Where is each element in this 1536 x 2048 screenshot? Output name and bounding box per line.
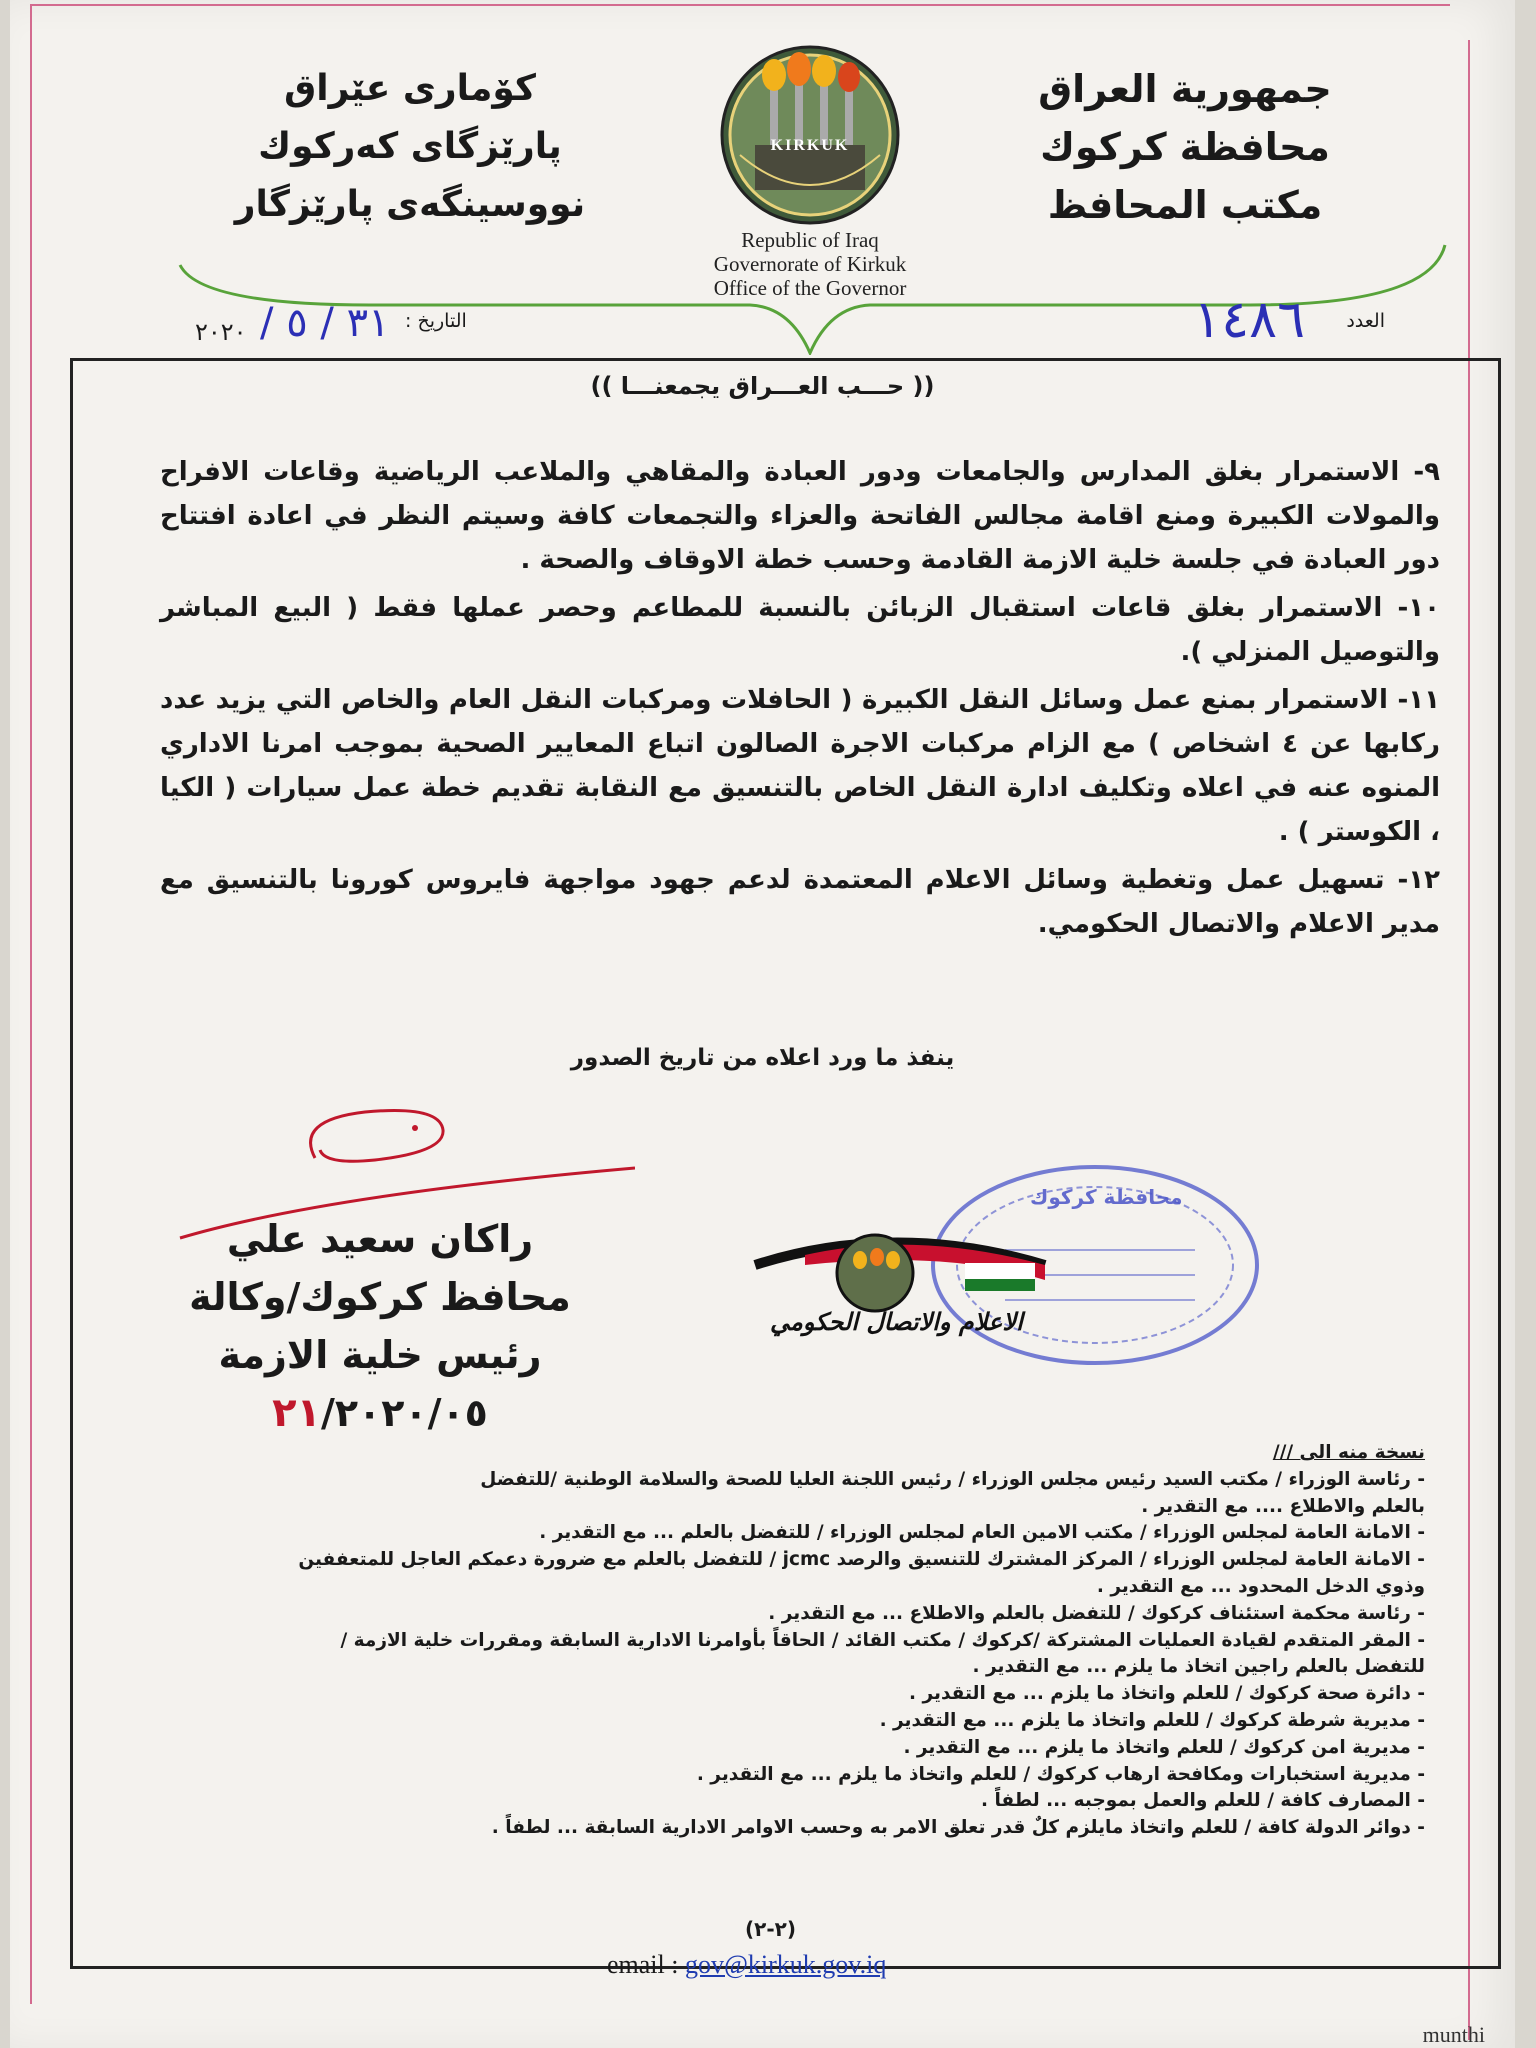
- decision-item-11: ١١- الاستمرار بمنع عمل وسائل النقل الكبيرة ( الحافلات ومركبات النقل العام والخاص التي يزيد عدد ركابها عن ٤ اشخاص ) مع الزام مركبات الاجرة الصالون اتباع المعايير الصحية بموجب امرنا الاداري المنوه عنه في اعلاه وتكليف ادارة النقل الخاص بالتنسيق مع النقابة تقديم خطة عمل سيارات ( الكيا ، الكوستر ) .: [160, 685, 1440, 847]
- header-arabic-line-3: مكتب المحافظ: [1047, 183, 1323, 227]
- distribution-line: - دائرة صحة كركوك / للعلم واتخاذ ما يلزم ... مع التقدير .: [909, 1683, 1425, 1705]
- header-english-line-2: Governorate of Kirkuk: [713, 252, 907, 276]
- margin-line-left: [30, 4, 32, 2004]
- distribution-line: بالعلم والاطلاع .... مع التقدير .: [1141, 1495, 1425, 1517]
- distribution-line: للتفضل بالعلم راجين اتخاذ ما يلزم ... مع التقدير .: [972, 1656, 1425, 1678]
- decision-item-9: ٩- الاستمرار بغلق المدارس والجامعات ودور العبادة والمقاهي والملاعب الرياضية وقاعات الافراح والمولات الكبيرة ومنع اقامة مجالس الفاتحة والعزاء والتجمعات كافة وسيتم النظر في اعادة افتتاح دور العبادة في جلسة خلية الازمة القادمة وحسب خطة الاوقاف والصحة .: [160, 457, 1440, 575]
- signatory-name: راكان سعيد علي: [226, 1217, 534, 1261]
- decision-item-10: ١٠- الاستمرار بغلق قاعات استقبال الزبائن بالنسبة للمطاعم وحصر عملها فقط ( البيع المباشر والتوصيل المنزلي ).: [160, 593, 1440, 667]
- document-page: [10, 0, 1515, 2048]
- header-kurdish-line-3: نووسینگەی پارێزگار: [234, 184, 586, 225]
- header-kurdish-line-1: كۆماری عێراق: [284, 68, 536, 109]
- header-english-line-3: Office of the Governor: [713, 276, 907, 300]
- distribution-line: - رئاسة محكمة استئناف كركوك / للتفضل بالعلم والاطلاع ... مع التقدير .: [768, 1602, 1425, 1624]
- media-logo-caption: الاعلام والاتصال الحكومي: [770, 1308, 1023, 1336]
- distribution-list: [185, 1440, 1425, 1842]
- distribution-line: - رئاسة الوزراء / مكتب السيد رئيس مجلس الوزراء / رئيس اللجنة العليا للصحة والسلامة الوطنية /للتفضل: [480, 1468, 1425, 1490]
- header-arabic-line-1: جمهورية العراق: [1038, 67, 1332, 111]
- email-label: email :: [607, 1950, 679, 1979]
- page-number: (٢-٢): [745, 1917, 797, 1941]
- date-year: ٢٠٢٠: [195, 318, 247, 346]
- header-kurdish-line-2: پارێزگای كەركوك: [258, 126, 562, 167]
- email-line: [607, 1950, 886, 1980]
- kirkuk-logo: [700, 25, 920, 225]
- decision-item-12: ١٢- تسهيل عمل وتغطية وسائل الاعلام المعتمدة لدعم جهود مواجهة فايروس كورونا بالتنسيق مع مدير الاعلام والاتصال الحكومي.: [160, 865, 1440, 939]
- distribution-line: وذوي الدخل المحدود ... مع التقدير .: [1096, 1575, 1425, 1597]
- signatory-title-1: محافظ كركوك/وكالة: [189, 1275, 571, 1319]
- signatory: [180, 1210, 580, 1442]
- slogan: (( حـــب العـــراق يجمعنـــا )): [590, 372, 935, 400]
- logo-caption: KIRKUK: [770, 137, 850, 154]
- margin-line-top: [30, 4, 1450, 6]
- signature-date-day: ٢١: [272, 1390, 321, 1436]
- distribution-line: - مديرية امن كركوك / للعلم واتخاذ ما يلزم ... مع التقدير .: [903, 1736, 1425, 1758]
- number-label: العدد: [1346, 310, 1385, 332]
- footer-mark: munthi: [1422, 2022, 1485, 2047]
- header-kurdish: [210, 60, 610, 234]
- stamp-text: محافظة كركوك: [1030, 1185, 1183, 1209]
- distribution-line: - المقر المتقدم لقيادة العمليات المشتركة /كركوك / مكتب القائد / الحاقاً بأوامرنا الادارية السابقة ومقررات خلية الازمة /: [340, 1629, 1425, 1651]
- signatory-title-2: رئيس خلية الازمة: [218, 1333, 542, 1377]
- distribution-line: - دوائر الدولة كافة / للعلم واتخاذ مايلزم كلٌ قدر تعلق الامر به وحسب الاوامر الادارية السابقة ... لطفاً .: [491, 1817, 1425, 1839]
- distribution-title: نسخة منه الى ///: [1272, 1442, 1425, 1463]
- header-arabic: [1005, 60, 1365, 234]
- header-arabic-line-2: محافظة كركوك: [1040, 125, 1330, 169]
- decision-items: [160, 450, 1440, 950]
- distribution-line: - مديرية شرطة كركوك / للعلم واتخاذ ما يلزم ... مع التقدير .: [879, 1709, 1425, 1731]
- date-handwritten: ٣١ / ٥ /: [260, 300, 390, 346]
- execution-note: ينفذ ما ورد اعلاه من تاريخ الصدور: [570, 1045, 955, 1071]
- distribution-line: - الامانة العامة لمجلس الوزراء / المركز المشترك للتنسيق والرصد jcmc / للتفضل بالعلم مع ضرورة دعمكم العاجل للمتعففين: [298, 1549, 1425, 1571]
- email-link[interactable]: gov@kirkuk.gov.iq: [684, 1950, 887, 1979]
- distribution-line: - مديرية استخبارات ومكافحة ارهاب كركوك / للعلم واتخاذ ما يلزم ... مع التقدير .: [696, 1763, 1425, 1785]
- signature-date: [180, 1384, 580, 1442]
- date-label: التاريخ :: [405, 310, 467, 332]
- header-english-line-1: Republic of Iraq: [741, 228, 879, 252]
- signature-date-rest: /٢٠٢٠/٠٥: [320, 1391, 488, 1435]
- document-number: ١٤٨٦: [1193, 290, 1305, 350]
- distribution-line: - المصارف كافة / للعلم والعمل بموجبه ... لطفاً .: [981, 1790, 1425, 1812]
- distribution-line: - الامانة العامة لمجلس الوزراء / مكتب الامين العام لمجلس الوزراء / للتفضل بالعلم ... مع التقدير .: [539, 1522, 1425, 1544]
